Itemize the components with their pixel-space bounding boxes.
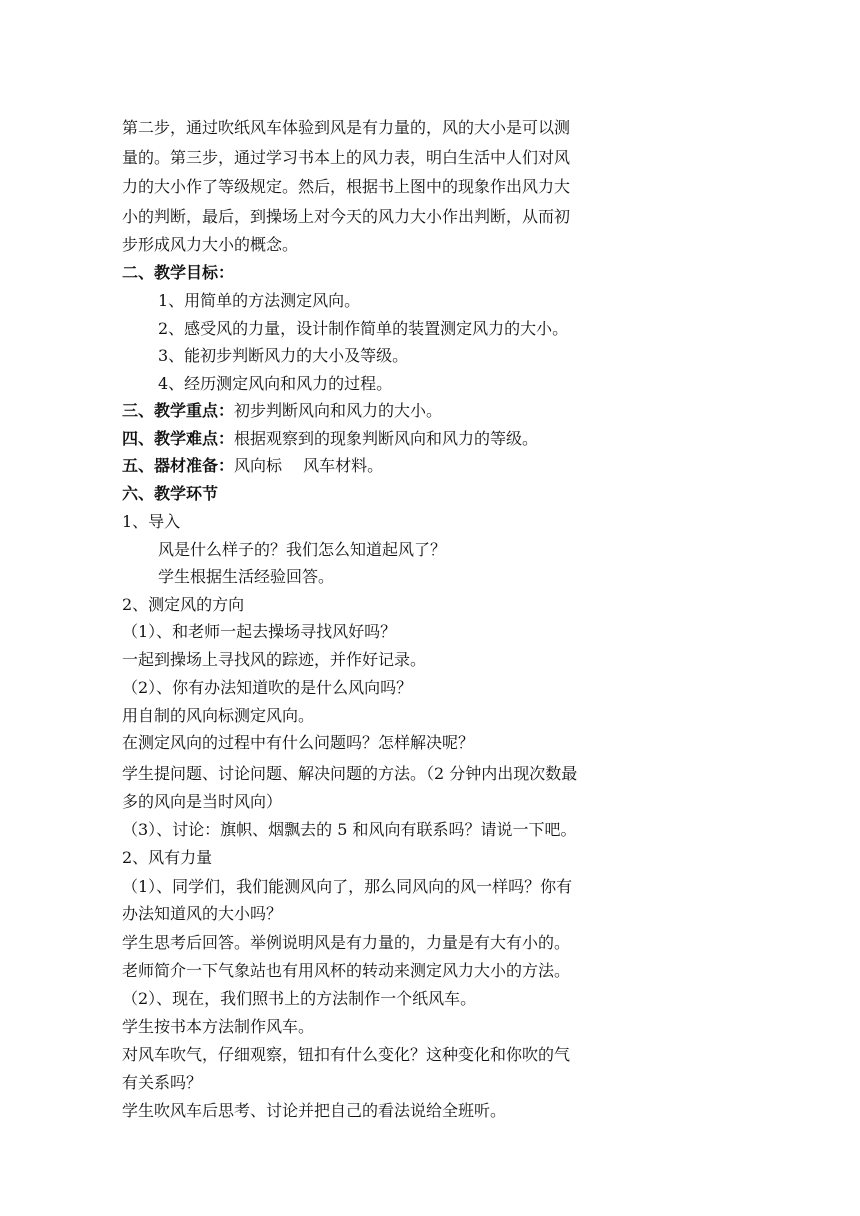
- paragraph-line: 步形成风力大小的概念。: [122, 235, 299, 254]
- section-intro: 1、导入: [122, 512, 181, 531]
- key-points-text: 初步判断风向和风力的大小。: [234, 401, 443, 420]
- goal-item: 2、感受风的力量，设计制作简单的装置测定风力的大小。: [158, 319, 569, 338]
- paragraph-line: 学生根据生活经验回答。: [158, 567, 335, 586]
- heading-difficulties: 四、教学难点：: [122, 429, 235, 448]
- goal-item: 1、用简单的方法测定风向。: [158, 291, 361, 310]
- paragraph-line: 用自制的风向标测定风向。: [122, 706, 315, 725]
- paragraph-line: 学生按书本方法制作风车。: [122, 1017, 315, 1036]
- paragraph-line: 学生思考后回答。举例说明风是有力量的，力量是有大有小的。: [122, 933, 571, 952]
- section-wind-force: 2、风有力量: [122, 848, 213, 867]
- materials-line: [122, 455, 383, 477]
- paragraph-line: 对风车吹气，仔细观察，钮扣有什么变化？这种变化和你吹的气: [122, 1045, 571, 1064]
- paragraph-line: 风是什么样子的？我们怎么知道起风了？: [158, 540, 447, 559]
- heading-teaching-steps: 六、教学环节: [122, 484, 219, 503]
- paragraph-line: 多的风向是当时风向）: [122, 792, 283, 811]
- paragraph-line: 力的大小作了等级规定。然后，根据书上图中的现象作出风力大: [122, 177, 571, 196]
- heading-teaching-goals: 二、教学目标：: [122, 263, 235, 282]
- paragraph-line: 老师简介一下气象站也有用风杯的转动来测定风力大小的方法。: [122, 961, 571, 980]
- difficulties-text: 根据观察到的现象判断风向和风力的等级。: [234, 429, 539, 448]
- paragraph-line: 学生吹风车后思考、讨论并把自己的看法说给全班听。: [122, 1101, 507, 1120]
- key-points-line: [122, 400, 442, 422]
- goal-item: 3、能初步判断风力的大小及等级。: [158, 346, 409, 365]
- paragraph-line: 在测定风向的过程中有什么问题吗？怎样解决呢？: [122, 733, 475, 752]
- paragraph-line: 小的判断，最后，到操场上对今天的风力大小作出判断，从而初: [122, 207, 571, 226]
- paragraph-line: 办法知道风的大小吗？: [122, 904, 283, 923]
- difficulties-line: [122, 428, 538, 450]
- paragraph-line: （2）、你有办法知道吹的是什么风向吗？: [122, 678, 413, 697]
- paragraph-line: 第二步，通过吹纸风车体验到风是有力量的，风的大小是可以测: [122, 118, 571, 137]
- paragraph-line: （2）、现在，我们照书上的方法制作一个纸风车。: [122, 989, 477, 1008]
- paragraph-line: 一起到操场上寻找风的踪迹，并作好记录。: [122, 650, 427, 669]
- paragraph-line: （1）、同学们，我们能测风向了，那么同风向的风一样吗？你有: [122, 877, 573, 896]
- heading-materials: 五、器材准备：: [122, 456, 235, 475]
- goal-item: 4、经历测定风向和风力的过程。: [158, 374, 393, 393]
- section-wind-direction: 2、测定风的方向: [122, 595, 245, 614]
- paragraph-line: 学生提问题、讨论问题、解决问题的方法。（2 分钟内出现次数最: [122, 764, 578, 783]
- paragraph-line: 量的。第三步，通过学习书本上的风力表，明白生活中人们对风: [122, 148, 571, 167]
- paragraph-line: （3）、讨论：旗帜、烟飘去的 5 和风向有联系吗？请说一下吧。: [122, 820, 577, 839]
- paragraph-line: （1）、和老师一起去操场寻找风好吗？: [122, 622, 397, 641]
- heading-key-points: 三、教学重点：: [122, 401, 235, 420]
- materials-text: 风向标 风车材料。: [234, 456, 384, 475]
- paragraph-line: 有关系吗？: [122, 1073, 203, 1092]
